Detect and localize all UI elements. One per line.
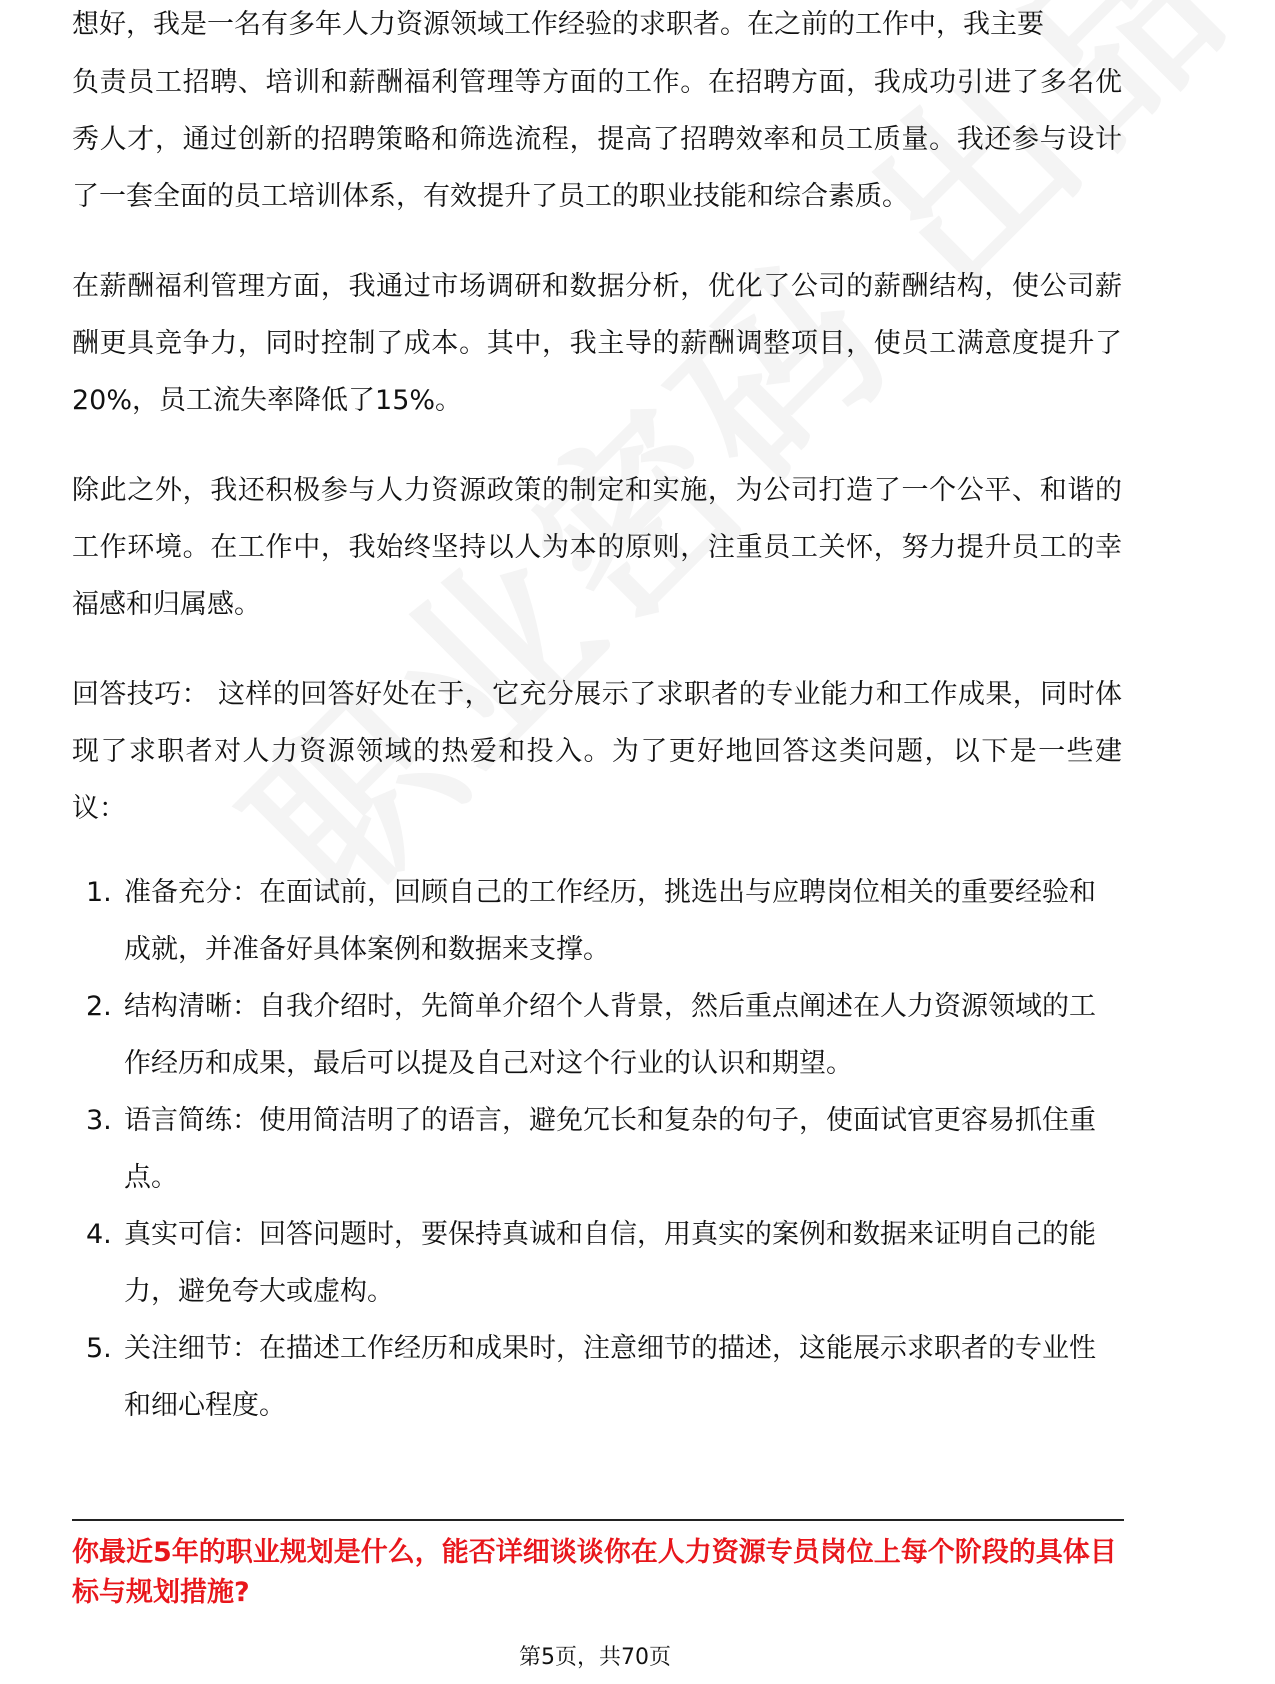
advice-text: 真实可信：回答问题时，要保持真诚和自信，用真实的案例和数据来证明自己的能力，避免夸大或虚构。 <box>124 1219 1096 1307</box>
page-content <box>72 9 1122 1434</box>
advice-list <box>72 864 1122 1434</box>
advice-number: 4. <box>86 1219 112 1250</box>
section-divider <box>72 1519 1124 1521</box>
paragraph-policy: 除此之外，我还积极参与人力资源政策的制定和实施，为公司打造了一个公平、和谐的工作环境。在工作中，我始终坚持以人为本的原则，注重员工关怀，努力提升员工的幸福感和归属感。 <box>72 475 1122 620</box>
advice-number: 2. <box>86 991 112 1022</box>
advice-text: 准备充分：在面试前，回顾自己的工作经历，挑选出与应聘岗位相关的重要经验和成就，并准备好具体案例和数据来支撑。 <box>124 877 1096 965</box>
answer-tips: 回答技巧： 这样的回答好处在于，它充分展示了求职者的专业能力和工作成果，同时体现了求职者对人力资源领域的热爱和投入。为了更好地回答这类问题，以下是一些建议： <box>72 679 1122 824</box>
next-question-heading: 你最近5年的职业规划是什么，能否详细谈谈你在人力资源专员岗位上每个阶段的具体目标与规划措施? <box>72 1537 1117 1608</box>
advice-item <box>72 1320 1122 1434</box>
advice-text: 结构清晰：自我介绍时，先简单介绍个人背景，然后重点阐述在人力资源领域的工作经历和成果，最后可以提及自己对这个行业的认识和期望。 <box>124 991 1096 1079</box>
advice-text: 关注细节：在描述工作经历和成果时，注意细节的描述，这能展示求职者的专业性和细心程度。 <box>124 1333 1096 1421</box>
paragraph-experience: 负责员工招聘、培训和薪酬福利管理等方面的工作。在招聘方面，我成功引进了多名优秀人才，通过创新的招聘策略和筛选流程，提高了招聘效率和员工质量。我还参与设计了一套全面的员工培训体系，有效提升了员工的职业技能和综合素质。 <box>72 67 1122 212</box>
cut-off-line <box>72 9 1122 54</box>
advice-text: 语言简练：使用简洁明了的语言，避免冗长和复杂的句子，使面试官更容易抓住重点。 <box>124 1105 1096 1193</box>
advice-number: 3. <box>86 1105 112 1136</box>
cut-off-text: 想好，我是一名有多年人力资源领域工作经验的求职者。在之前的工作中，我主要 <box>72 9 1044 40</box>
advice-item <box>72 978 1122 1092</box>
page-number: 第5页，共70页 <box>519 1645 671 1670</box>
advice-number: 5. <box>86 1333 112 1364</box>
advice-item <box>72 1206 1122 1320</box>
advice-item <box>72 864 1122 978</box>
paragraph-compensation: 在薪酬福利管理方面，我通过市场调研和数据分析，优化了公司的薪酬结构，使公司薪酬更具竞争力，同时控制了成本。其中，我主导的薪酬调整项目，使员工满意度提升了20%，员工流失率降低了15%。 <box>72 271 1122 416</box>
advice-item <box>72 1092 1122 1206</box>
advice-number: 1. <box>86 877 112 908</box>
